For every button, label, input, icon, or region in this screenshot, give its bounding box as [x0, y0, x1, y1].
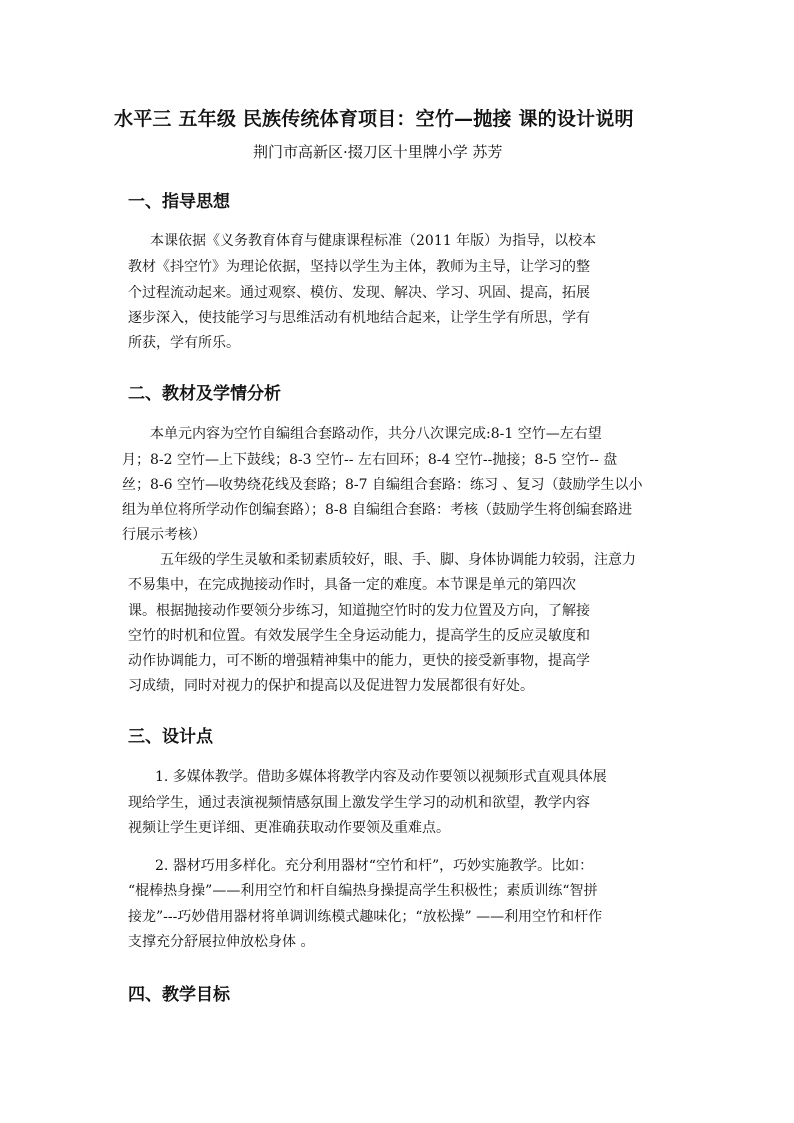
paragraph-line: 不易集中，在完成抛接动作时，具备一定的难度。本节课是单元的第四次: [128, 577, 576, 593]
paragraph-line: 支撑充分舒展拉伸放松身体 。: [128, 934, 315, 950]
paragraph-line: 组为单位将所学动作创编套路）；8-8 自编组合套路：考核（鼓励学生将创编套路进: [122, 502, 632, 518]
document-title: 水平三 五年级 民族传统体育项目：空竹—抛接 课的设计说明: [114, 108, 634, 130]
author-line: 荆门市高新区·掇刀区十里牌小学 苏芳: [253, 143, 503, 161]
paragraph-line: 所获，学有所乐。: [128, 335, 240, 351]
paragraph-line: 五年级的学生灵敏和柔韧素质较好，眼、手、脚、身体协调能力较弱，注意力: [160, 552, 636, 568]
paragraph-line: 1. 多媒体教学。借助多媒体将教学内容及动作要领以视频形式直观具体展: [155, 769, 607, 785]
paragraph-line: 动作协调能力，可不断的增强精神集中的能力，更快的接受新事物，提高学: [128, 653, 590, 669]
section-heading-materials-analysis: 二、教材及学情分析: [128, 384, 281, 404]
paragraph-line: 本课依据《义务教育体育与健康课程标准（2011 年版）为指导，以校本: [150, 233, 597, 249]
paragraph-line: 月；8-2 空竹—上下鼓线；8-3 空竹-- 左右回环；8-4 空竹--抛接；8-5 空竹-- 盘: [122, 452, 618, 468]
paragraph-line: 空竹的时机和位置。有效发展学生全身运动能力，提高学生的反应灵敏度和: [128, 628, 590, 644]
paragraph-line: 丝；8-6 空竹—收势绕花线及套路；8-7 自编组合套路：练习 、复习（鼓励学生以小: [122, 477, 643, 493]
paragraph-line: 现给学生，通过表演视频情感氛围上激发学生学习的动机和欲望，教学内容: [128, 795, 590, 811]
paragraph-line: 行展示考核）: [122, 527, 206, 543]
section-heading-teaching-objectives: 四、教学目标: [128, 985, 230, 1005]
paragraph-line: 课。根据抛接动作要领分步练习，知道抛空竹时的发力位置及方向，了解接: [128, 603, 590, 619]
paragraph-line: 接龙”---巧妙借用器材将单调训练模式趣味化；“放松操” ——利用空竹和杆作: [128, 909, 603, 925]
paragraph-line: 教材《抖空竹》为理论依据，坚持以学生为主体，教师为主导，让学习的整: [128, 259, 590, 275]
paragraph-line: 逐步深入，使技能学习与思维活动有机地结合起来，让学生学有所思，学有: [128, 310, 590, 326]
paragraph-line: 习成绩，同时对视力的保护和提高以及促进智力发展都很有好处。: [128, 678, 534, 694]
paragraph-line: 2. 器材巧用多样化。充分利用器材“空竹和杆”，巧妙实施教学。比如：: [155, 858, 594, 874]
paragraph-line: 本单元内容为空竹自编组合套路动作，共分八次课完成:8-1 空竹—左右望: [150, 426, 602, 442]
section-heading-design-points: 三、设计点: [128, 727, 213, 747]
paragraph-line: 视频让学生更详细、更准确获取动作要领及重难点。: [128, 820, 450, 836]
paragraph-line: 个过程流动起来。通过观察、模仿、发现、解决、学习、巩固、提高，拓展: [128, 285, 590, 301]
section-heading-guiding-ideology: 一、指导思想: [128, 192, 230, 212]
paragraph-line: “棍棒热身操”——利用空竹和杆自编热身操提高学生积极性；素质训练“智拼: [128, 883, 598, 899]
